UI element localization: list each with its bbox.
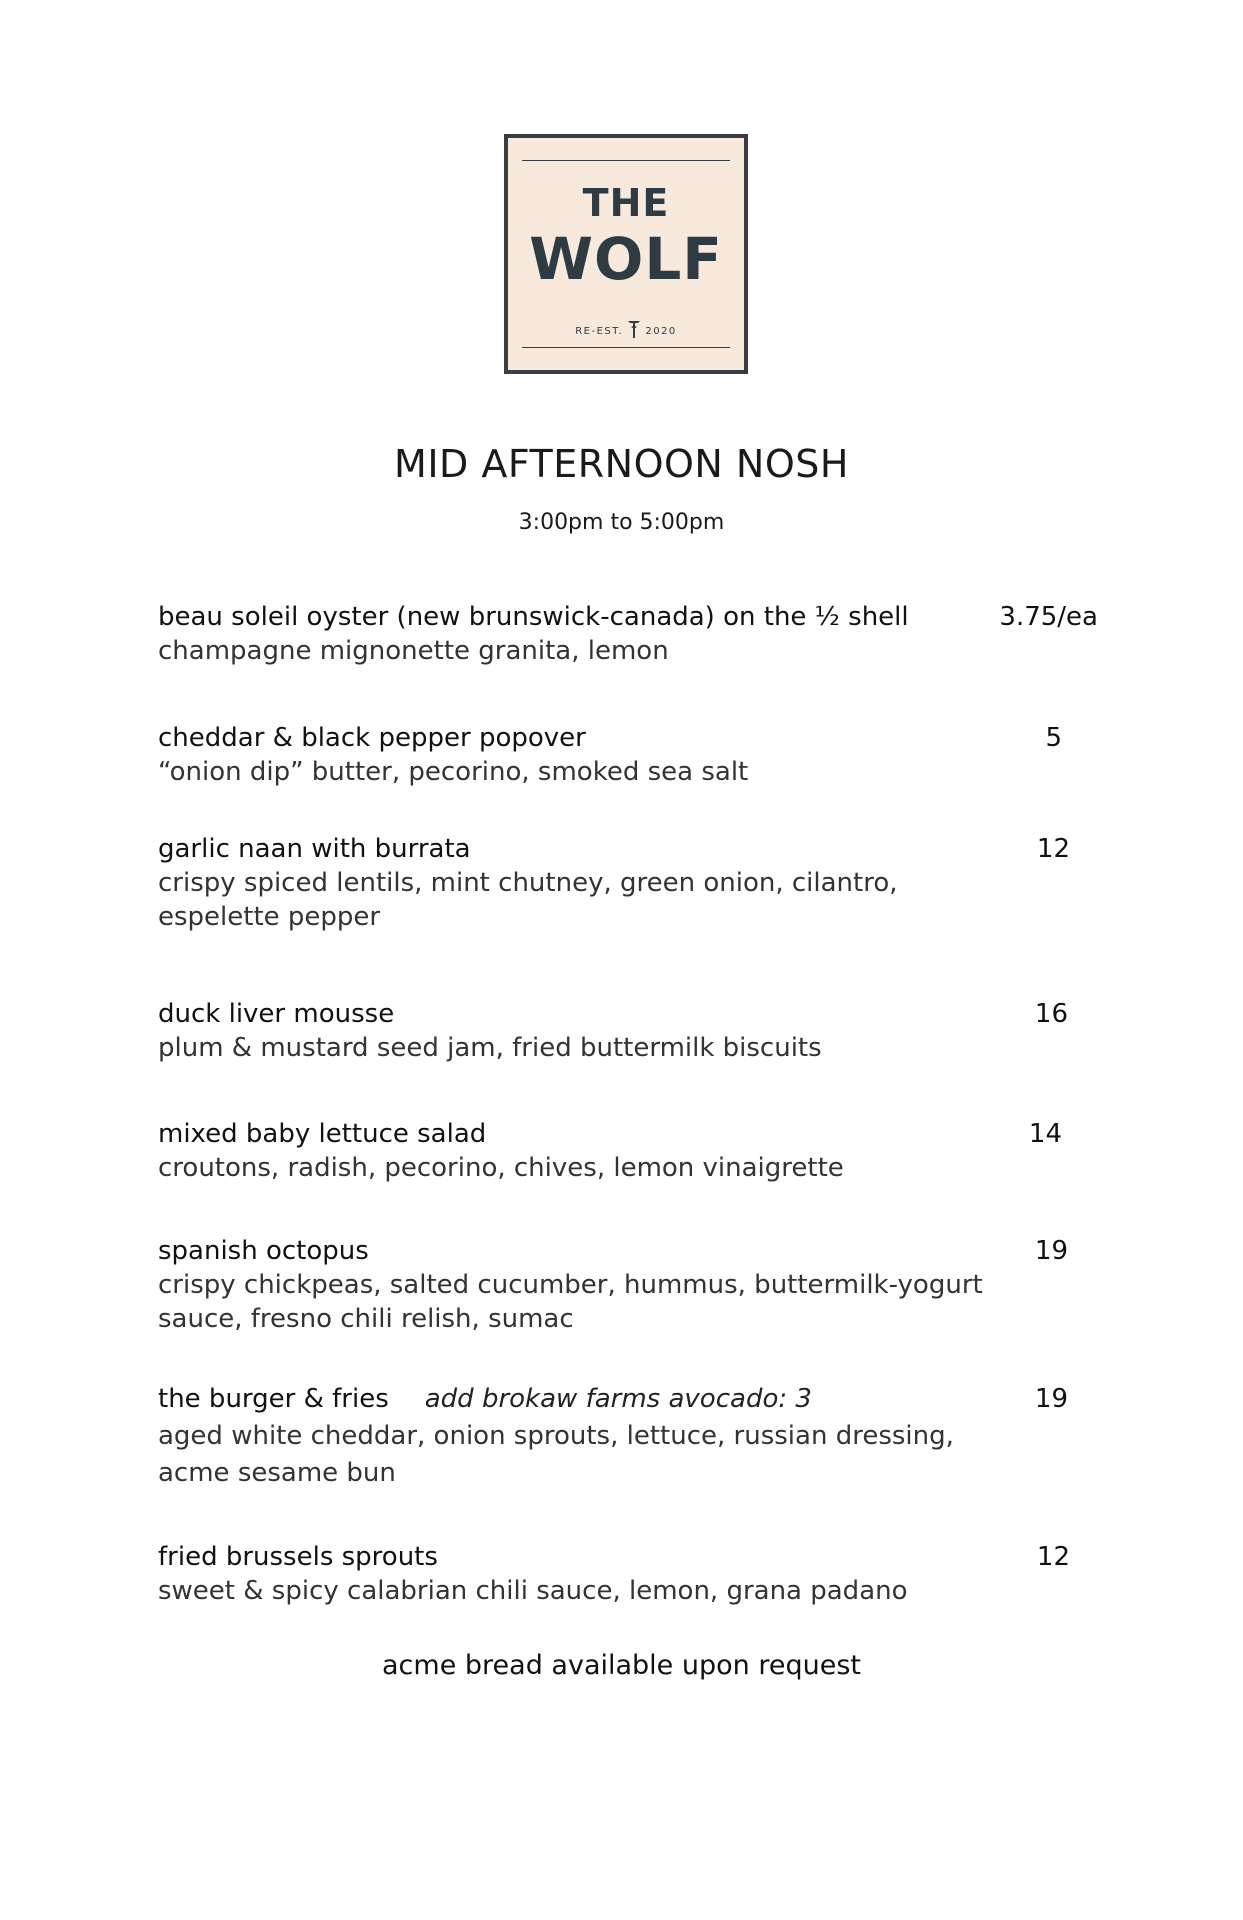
menu-item-addon-note: add brokaw farms avocado: 3: [424, 1384, 812, 1414]
menu-item-description: champagne mignonette granita, lemon: [158, 636, 669, 666]
menu-item-description: croutons, radish, pecorino, chives, lemon vinaigrette: [158, 1153, 844, 1183]
menu-item-description: plum & mustard seed jam, fried buttermilk biscuits: [158, 1033, 822, 1063]
menu-item-name: garlic naan with burrata: [158, 834, 471, 864]
wolf-figure-icon: [626, 318, 642, 340]
menu-item-name: cheddar & black pepper popover: [158, 723, 586, 753]
menu-item-description: crispy spiced lentils, mint chutney, green onion, cilantro, espelette pepper: [158, 868, 898, 932]
logo-established: [508, 318, 744, 340]
menu-item-price: 3.75/ea: [999, 602, 1098, 632]
menu-item-name: mixed baby lettuce salad: [158, 1119, 487, 1149]
menu-item-salad: [158, 1117, 1098, 1185]
menu-item-octopus: [158, 1234, 1098, 1336]
menu-item-name-row: [158, 1382, 1098, 1416]
logo-top-rule: [522, 160, 730, 161]
menu-item-price: 19: [1034, 1236, 1068, 1266]
menu-item-price: 12: [1036, 834, 1070, 864]
logo-est-year: 2020: [645, 326, 677, 337]
menu-item-price: 12: [1036, 1542, 1070, 1572]
logo-line-wolf: WOLF: [529, 225, 723, 293]
menu-item-burger: [158, 1382, 1098, 1492]
restaurant-logo: [504, 134, 748, 374]
menu-item-duck-liver: [158, 997, 1098, 1065]
menu-item-price: 5: [1045, 723, 1062, 753]
menu-item-description: “onion dip” butter, pecorino, smoked sea salt: [158, 757, 749, 787]
menu-item-naan: [158, 832, 1098, 934]
menu-item-description: sweet & spicy calabrian chili sauce, lemon, grana padano: [158, 1576, 908, 1606]
menu-item-price: 19: [1034, 1384, 1068, 1414]
menu-item-name: the burger & fries: [158, 1384, 389, 1414]
menu-item-description: crispy chickpeas, salted cucumber, hummus, buttermilk-yogurt sauce, fresno chili relish, sumac: [158, 1270, 983, 1334]
menu-title: MID AFTERNOON NOSH: [394, 442, 849, 486]
menu-item-oyster: [158, 600, 1098, 668]
menu-item-name: fried brussels sprouts: [158, 1542, 438, 1572]
menu-item-price: 16: [1034, 999, 1068, 1029]
menu-hours: 3:00pm to 5:00pm: [518, 510, 725, 535]
menu-item-name: beau soleil oyster (new brunswick-canada) on the ½ shell: [158, 602, 909, 632]
menu-item-price: 14: [1028, 1119, 1062, 1149]
menu-footer-note: acme bread available upon request: [382, 1650, 861, 1681]
menu-item-description: aged white cheddar, onion sprouts, lettuce, russian dressing, acme sesame bun: [158, 1421, 954, 1488]
menu-item-name: spanish octopus: [158, 1236, 369, 1266]
logo-est-label: RE-EST.: [575, 326, 624, 337]
logo-bottom-rule: [522, 347, 730, 348]
menu-item-brussels-sprouts: [158, 1540, 1098, 1608]
logo-line-the: THE: [582, 181, 670, 225]
menu-item-popover: [158, 721, 1098, 789]
menu-item-name: duck liver mousse: [158, 999, 395, 1029]
